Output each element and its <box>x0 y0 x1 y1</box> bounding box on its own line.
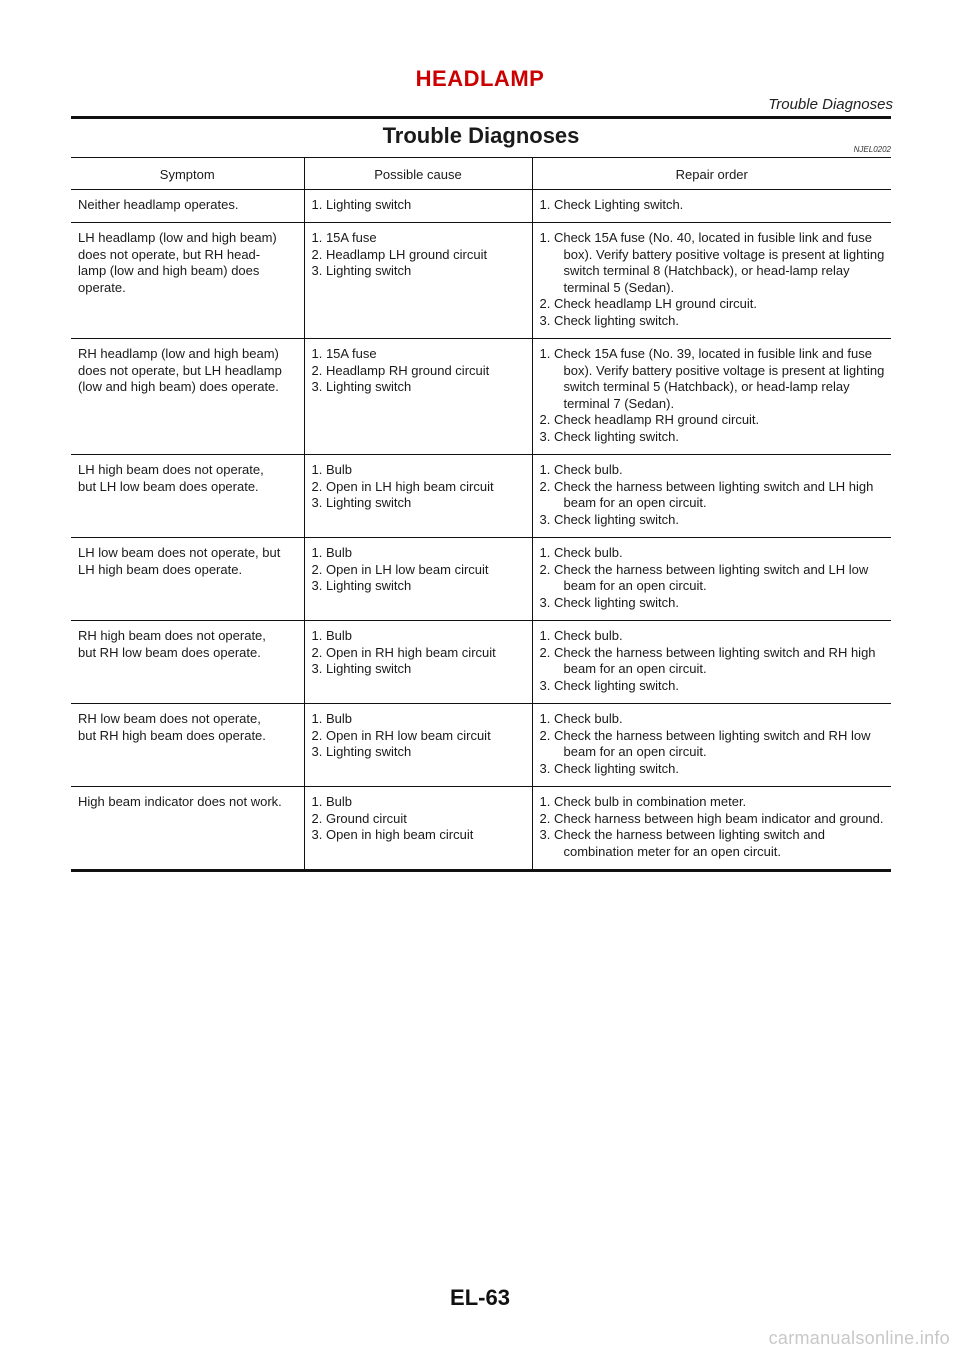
symptom-line: does not operate, but LH headlamp <box>78 362 282 378</box>
cause-item: 1. Lighting switch <box>311 196 412 212</box>
repair-step: 3. Check the harness between lighting switch and combination meter for an open circuit. <box>539 827 825 859</box>
repair-step: 1. Check bulb in combination meter. <box>539 794 747 809</box>
symptom-cell <box>71 704 304 787</box>
cause-item: 1. Bulb <box>311 462 352 477</box>
symptom-cell <box>71 223 304 339</box>
symptom-line: LH high beam does not operate, <box>78 462 264 477</box>
cause-item: 2. Open in LH high beam circuit <box>311 478 494 494</box>
section-title-row <box>71 119 891 157</box>
cause-item: 2. Open in RH high beam circuit <box>311 644 496 660</box>
table-row <box>71 538 891 621</box>
section-code: NJEL0202 <box>853 145 891 154</box>
table-row <box>71 455 891 538</box>
page-header-subtitle: Trouble Diagnoses <box>768 96 893 113</box>
symptom-line: does not operate, but RH head- <box>78 246 261 262</box>
symptom-line: but RH high beam does operate. <box>78 727 266 743</box>
cause-item: 3. Lighting switch <box>311 263 412 278</box>
symptom-line: LH headlamp (low and high beam) <box>78 230 277 245</box>
page-number: EL-63 <box>450 1285 510 1310</box>
symptom-line: LH low beam does not operate, but <box>78 545 281 560</box>
symptom-line: LH high beam does operate. <box>78 561 243 577</box>
repair-step: 2. Check headlamp LH ground circuit. <box>539 296 758 311</box>
repair-order-cell <box>532 704 891 787</box>
table-row <box>71 787 891 871</box>
symptom-line: RH low beam does not operate, <box>78 711 261 726</box>
cause-item: 3. Lighting switch <box>311 495 412 510</box>
cause-item: 2. Open in RH low beam circuit <box>311 727 491 743</box>
repair-order-cell <box>532 455 891 538</box>
symptom-line: RH high beam does not operate, <box>78 628 266 643</box>
possible-cause-cell <box>304 223 532 339</box>
symptom-line: Neither headlamp operates. <box>78 196 239 212</box>
possible-cause-cell <box>304 339 532 455</box>
repair-order-cell <box>532 621 891 704</box>
repair-step: 1. Check bulb. <box>539 628 623 643</box>
possible-cause-cell <box>304 621 532 704</box>
repair-order-cell <box>532 223 891 339</box>
cause-item: 1. Bulb <box>311 545 352 560</box>
repair-step: 1. Check bulb. <box>539 462 623 477</box>
symptom-cell <box>71 189 304 223</box>
possible-cause-cell <box>304 787 532 871</box>
possible-cause-cell <box>304 189 532 223</box>
cause-item: 2. Headlamp LH ground circuit <box>311 246 488 262</box>
diagnosis-table <box>71 158 891 872</box>
symptom-line: but LH low beam does operate. <box>78 478 259 494</box>
symptom-cell <box>71 339 304 455</box>
possible-cause-cell <box>304 704 532 787</box>
repair-step: 2. Check the harness between lighting switch and LH high beam for an open circuit. <box>539 478 874 510</box>
symptom-cell <box>71 787 304 871</box>
symptom-cell <box>71 538 304 621</box>
cause-item: 3. Lighting switch <box>311 578 412 593</box>
repair-step: 1. Check bulb. <box>539 545 623 560</box>
cause-item: 2. Open in LH low beam circuit <box>311 561 489 577</box>
watermark-text: carmanualsonline.info <box>768 1328 950 1348</box>
cause-item: 1. 15A fuse <box>311 346 377 361</box>
repair-step: 3. Check lighting switch. <box>539 760 679 776</box>
cause-item: 2. Ground circuit <box>311 810 407 826</box>
table-header-row <box>71 158 891 189</box>
symptom-cell <box>71 621 304 704</box>
table-row <box>71 223 891 339</box>
repair-step: 2. Check harness between high beam indicator and ground. <box>539 810 884 826</box>
cause-item: 1. 15A fuse <box>311 230 377 245</box>
repair-step: 3. Check lighting switch. <box>539 677 679 693</box>
symptom-cell <box>71 455 304 538</box>
repair-step: 2. Check headlamp RH ground circuit. <box>539 412 760 427</box>
repair-order-cell <box>532 538 891 621</box>
cause-item: 1. Bulb <box>311 628 352 643</box>
symptom-line: RH headlamp (low and high beam) <box>78 346 279 361</box>
repair-step: 2. Check the harness between lighting switch and LH low beam for an open circuit. <box>539 561 869 593</box>
column-header-symptom: Symptom <box>71 158 304 189</box>
cause-item: 3. Lighting switch <box>311 744 412 759</box>
table-row <box>71 339 891 455</box>
repair-step: 3. Check lighting switch. <box>539 428 679 444</box>
table-body <box>71 189 891 871</box>
symptom-line: High beam indicator does not work. <box>78 794 282 809</box>
cause-item: 3. Lighting switch <box>311 661 412 676</box>
repair-order-cell <box>532 189 891 223</box>
symptom-line: lamp (low and high beam) does <box>78 263 260 278</box>
cause-item: 1. Bulb <box>311 794 352 809</box>
cause-item: 3. Lighting switch <box>311 379 412 394</box>
repair-step: 2. Check the harness between lighting switch and RH high beam for an open circuit. <box>539 644 876 676</box>
column-header-possible-cause: Possible cause <box>304 158 532 189</box>
table-row <box>71 704 891 787</box>
symptom-line: but RH low beam does operate. <box>78 644 261 660</box>
repair-step: 1. Check 15A fuse (No. 40, located in fusible link and fuse box). Verify battery positive voltage is present at lighting switch terminal 8 (Hatchback), or head-lamp relay terminal 5 (Sedan). <box>539 230 885 295</box>
cause-item: 2. Headlamp RH ground circuit <box>311 362 490 378</box>
repair-step: 3. Check lighting switch. <box>539 312 679 328</box>
trouble-diagnoses-section <box>71 116 891 872</box>
repair-step: 1. Check 15A fuse (No. 39, located in fusible link and fuse box). Verify battery positive voltage is present at lighting switch terminal 5 (Hatchback), or head-lamp relay terminal 7 (Sedan). <box>539 346 885 411</box>
cause-item: 3. Open in high beam circuit <box>311 827 474 842</box>
possible-cause-cell <box>304 455 532 538</box>
repair-step: 3. Check lighting switch. <box>539 594 679 610</box>
possible-cause-cell <box>304 538 532 621</box>
symptom-line: (low and high beam) does operate. <box>78 379 279 394</box>
cause-item: 1. Bulb <box>311 711 352 726</box>
table-row <box>71 621 891 704</box>
repair-step: 3. Check lighting switch. <box>539 511 679 527</box>
column-header-repair-order: Repair order <box>532 158 891 189</box>
table-row <box>71 189 891 223</box>
page-header-title: HEADLAMP <box>415 66 545 91</box>
repair-step: 1. Check bulb. <box>539 711 623 726</box>
repair-order-cell <box>532 339 891 455</box>
repair-step: 1. Check Lighting switch. <box>539 196 684 212</box>
repair-order-cell <box>532 787 891 871</box>
repair-step: 2. Check the harness between lighting switch and RH low beam for an open circuit. <box>539 727 871 759</box>
symptom-line: operate. <box>78 279 126 295</box>
section-title: Trouble Diagnoses <box>382 123 580 148</box>
